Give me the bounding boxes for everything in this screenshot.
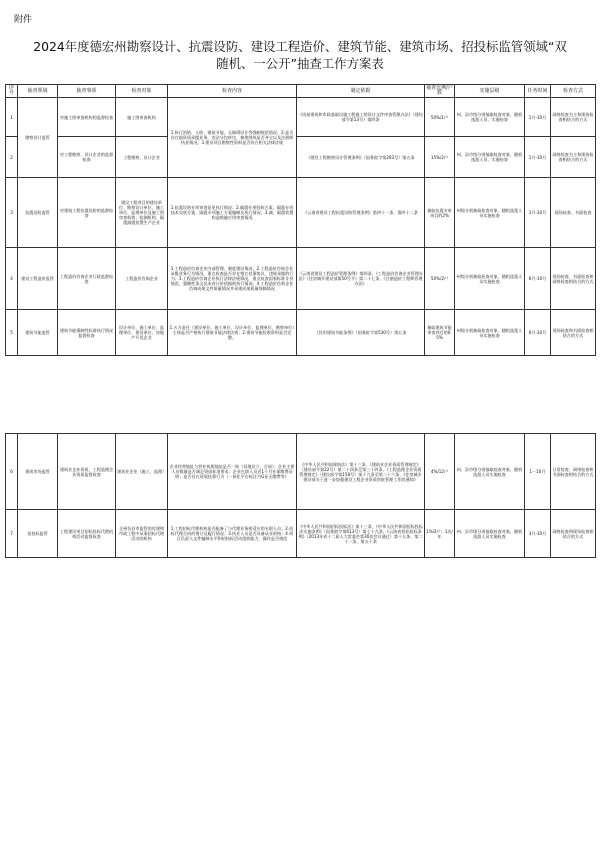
row-no: 3: [6, 178, 18, 248]
table-row: [6, 178, 596, 248]
row-ratio: 15%/2户: [425, 137, 455, 178]
inspection-plan-table-part1: [5, 84, 596, 356]
row-level: 州级分别抽取检查对象，随机选派人员实施检查: [455, 248, 525, 310]
row-ratio: 1%/2户；1次/年: [425, 510, 455, 558]
row-no: 5: [6, 310, 18, 356]
row-ratio: 抽取抗震专审项目的2%: [425, 178, 455, 248]
row-basis: 《中华人民共和国招标投标法》第十三条、《中华人民共和国招标投标法实施条例》（国务院令第613号）第七十九条、《云南省招标投标条例》（2013年省十二届人大常委会第30次会议通过）第十五条、第二十一条、第五十条: [297, 510, 425, 558]
row-item: 对施工图审查机构的监督检查: [58, 98, 116, 137]
col-header-item: 抽查事项: [58, 85, 116, 98]
inspection-plan-table-part2: [5, 433, 596, 558]
title-line-1: 2024年度德宏州勘察设计、抗震设防、建设工程造价、建筑节能、建筑市场、招投标监管领域“双: [33, 39, 567, 54]
row-domain: 建筑市场监管: [18, 434, 58, 510]
col-header-time: 任务时间: [525, 85, 551, 98]
col-header-object: 检查对象: [116, 85, 168, 98]
row-domain: 勘察设计监管: [18, 98, 58, 178]
row-basis: 《云南省建设工程抗震设防管理条例》第四十一条、第四十二条: [297, 178, 425, 248]
col-header-level: 实施层级: [455, 85, 525, 98]
title-line-2: 随机、一公开”抽查工作方案表: [216, 56, 384, 71]
row-no: 2: [6, 137, 18, 178]
row-level: 州级分别抽取检查对象，随机选派人员实施检查: [455, 310, 525, 356]
page-title: [18, 38, 582, 72]
row-object: 全州各县市监管的房建和市政工程中从事招标代理活动的机构: [116, 510, 168, 558]
row-level: 州、县市级分别抽取检查对象，随机选派人员，实施检查: [455, 137, 525, 178]
row-method: 网络检查和现场检查相结合的方式: [551, 510, 596, 558]
row-basis: 《民用建筑节能条例》（国务院令第530号）第五条: [297, 310, 425, 356]
row-item: 建筑节能强制性标准执行情况监督检查: [58, 310, 116, 356]
row-item: 对工程勘察、设计企业的监督检查: [58, 137, 116, 178]
col-header-basis: 制定依据: [297, 85, 425, 98]
table-row: [6, 137, 596, 178]
row-time: 6月-10月: [525, 310, 551, 356]
row-item: 建筑业企业资质、工程监理企业资质监督检查: [58, 434, 116, 510]
row-level: 州、县市级分别抽取检查对象，随机选派人员实施检查: [455, 434, 525, 510]
row-ratio: 4%/12户: [425, 434, 455, 510]
row-domain: 建设工程造价监管: [18, 248, 58, 310]
table-row: [6, 310, 596, 356]
row-time: 6月-10月: [525, 248, 551, 310]
row-method: 现场检查和书面检查相结合的方式: [551, 310, 596, 356]
row-time: 1月-10月: [525, 137, 551, 178]
row-domain: 抗震设防监管: [18, 178, 58, 248]
table-row: [6, 510, 596, 558]
row-no: 7: [6, 510, 18, 558]
row-domain: 建筑节能监管: [18, 310, 58, 356]
row-level: 州、县市级分别抽取检查对象，随机选派人员实施检查: [455, 510, 525, 558]
row-level: 州级分别抽取检查对象，随机选派人员实施检查: [455, 178, 525, 248]
row-method: 现场检查、书面检查和网络检查相结合的方式: [551, 248, 596, 310]
row-method: 网络检查为主和现场检查相结合的方式: [551, 98, 596, 137]
row-method: 日常检查、网络检查和书面检查相结合的方式: [551, 434, 596, 510]
row-method: 网络检查为主和现场检查相结合的方式: [551, 137, 596, 178]
row-content: 1.抗震设防专项审查意见执行情况；2.隔震专项验收方案、隔震专项技术交底方案、隔震专项施工方案编制及执行情况；3.减、隔震装置构造措施应用审查情况: [168, 178, 297, 248]
row-time: 1月-10月: [525, 178, 551, 248]
row-method: 现场检查、书面检查: [551, 178, 596, 248]
row-content: 1.五方责任（建设单位、施工单位、设计单位、监理单位、勘察单位）主体是否严格执行建筑节能法律法规；2.建筑节能验收资料是否完整。: [168, 310, 297, 356]
row-item: 对建筑工程抗震设防的监督检查: [58, 178, 116, 248]
attachment-label: 附件: [14, 15, 33, 25]
row-ratio: 抽取建筑节能审查项目的0.5%: [425, 310, 455, 356]
row-no: 1: [6, 98, 18, 137]
row-object: 设计单位、施工单位、监理单位、建设单位、房地产开发企业: [116, 310, 168, 356]
row-ratio: 50%/1户: [425, 98, 455, 137]
row-object: 工程造价咨询企业: [116, 248, 168, 310]
row-time: 1月-10月: [525, 98, 551, 137]
row-object: 建设工程项目的建设单位、勘察设计单位、施工单位、监理单位及施工图审查机构、检测机构、隔震减震装置生产企业: [116, 178, 168, 248]
row-ratio: 50%/2户: [425, 248, 455, 310]
row-content: 1.工程造价咨询企业内部管理、制度建设情况；2.工程造价咨询企业承揽业务行为情况，重点检查是否存在签订挂靠协议、违规承揽的行为；3.工程造价咨询企业执行法律法规情况，重点检查国家标准计价规范、强制性条文及本省计价依据的执行情况；4.工程造价咨询企业咨询成果文件质量情况并承建成果质量保障情况: [168, 248, 297, 310]
row-content: 1.工程招标代理机构是否配备了与代理业务相适应的专职人员；2.招标代理合同的签订及履行情况；3.执业人员是否具备从业资格；4.项目负责人文件编制水平和招投标活动组织能力、操作是否规范: [168, 510, 297, 558]
row-basis: 《建设工程勘察设计管理条例》（国务院令第293号）第五条: [297, 137, 425, 178]
col-header-domain: 抽查领域: [18, 85, 58, 98]
row-item: 工程造价咨询企业行政监督检查: [58, 248, 116, 310]
row-no: 6: [6, 434, 18, 510]
row-basis: 《中华人民共和国建筑法》第十三条、《建筑业企业资质管理规定》（建设部令第22号）第二十四条至第三十四条、《工程监理企业资质管理规定》（建设部令第158号）第十九条至第二十六条、《住房城乡建设部关于进一步加强建设工程企业资质审批管理工作的通知》: [297, 434, 425, 510]
row-content: 企业经营地址与营业执照地址是否一致（异地设立，合同）；企业主要人员数量是否满足资质标准要求；企业在职人员近1个月社保缴费证明；是否存在资质挂靠行为（一体化平台标注为G证无缴费等）: [168, 434, 297, 510]
table-row: [6, 434, 596, 510]
row-time: 1－10月: [525, 434, 551, 510]
row-no: 4: [6, 248, 18, 310]
table-row: [6, 248, 596, 310]
table-row: [6, 98, 596, 137]
row-basis: 《云南省建设工程造价管理条例》第四条、《工程造价咨询企业管理办法》（住房城乡建设部第50号令）第二十七条、《注册造价工程师管理办法》: [297, 248, 425, 310]
row-object: 施工图审查机构: [116, 98, 168, 137]
row-basis: 《房屋建筑和市政基础设施工程施工图设计文件审查管理办法》（建设部令第13号）第四条: [297, 98, 425, 137]
row-content: 1.执行消防、人防、建筑节能、无障碍设计等强制规范情况；2.是否存在超资质承揽业务、违法分包转包、参建图纸是否齐全以及注册师执业情况；3.建设项目勘察性资料是否符合相关法律法规: [168, 98, 297, 178]
col-header-ratio: 抽查比例/户数: [426, 85, 453, 96]
col-header-method: 检查方式: [551, 85, 596, 98]
row-item: 工程建设项目招标投标代理机构活动监督检查: [58, 510, 116, 558]
col-header-no: 序号: [6, 85, 18, 98]
row-level: 州、县市级分别抽取检查对象，随机选派人员，实施检查: [455, 98, 525, 137]
row-object: 建筑业企业（施工、监理）: [116, 434, 168, 510]
col-header-content: 检查内容: [168, 85, 297, 98]
header-row: [6, 85, 596, 98]
row-object: 工程勘察、设计企业: [116, 137, 168, 178]
row-time: 3月-10月: [525, 510, 551, 558]
row-domain: 招投标监管: [18, 510, 58, 558]
